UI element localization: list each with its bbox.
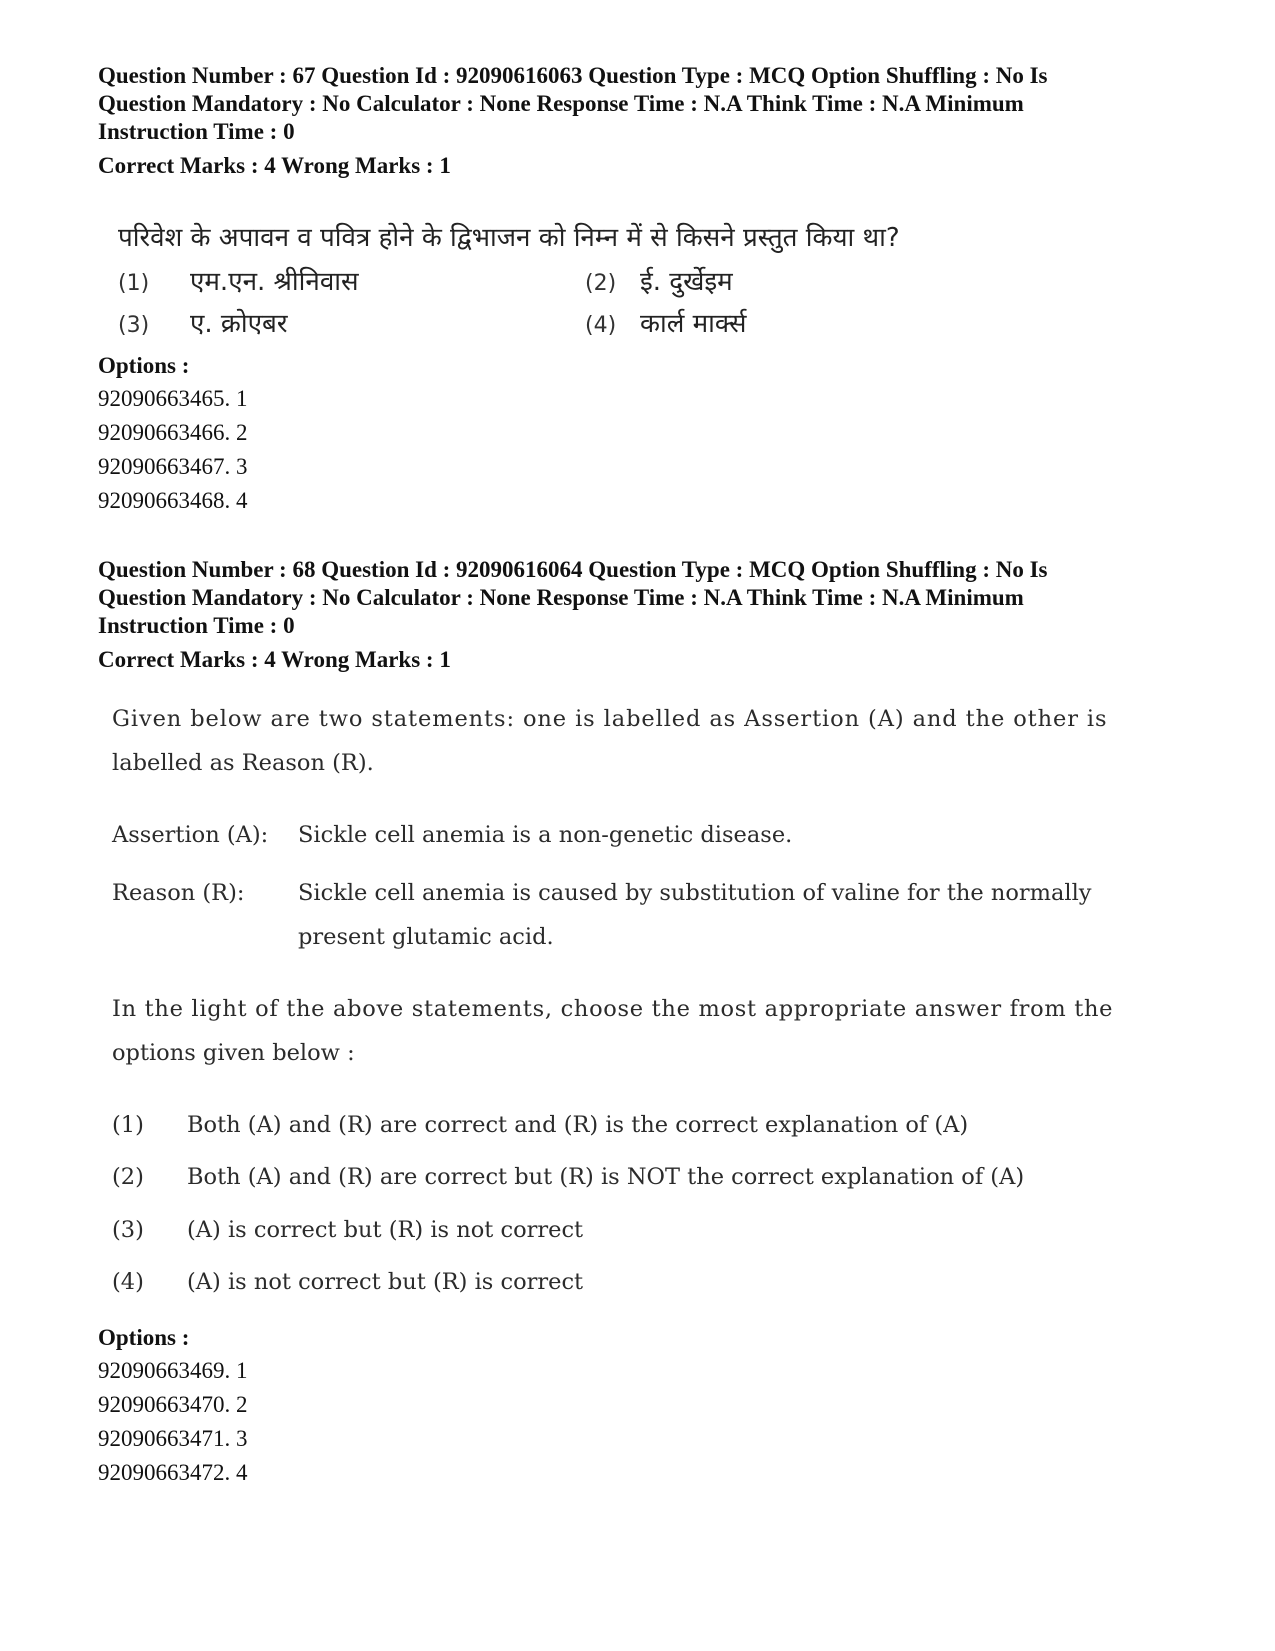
q67-header xyxy=(98,62,1198,180)
q67-question-text: परिवेश के अपावन व पवित्र होने के द्विभाजन को निम्न में से किसने प्रस्तुत किया था? xyxy=(118,223,900,253)
q68-assertion-label: Assertion (A): xyxy=(112,822,269,848)
q67-choice-4-text: कार्ल मार्क्स xyxy=(640,309,747,339)
q68-header xyxy=(98,556,1198,674)
q68-reason-line2: present glutamic acid. xyxy=(298,924,554,950)
q67-choice-4 xyxy=(585,304,746,340)
q68-marks: Correct Marks : 4 Wrong Marks : 1 xyxy=(98,647,451,672)
q68-choice-1-text: Both (A) and (R) are correct and (R) is the correct explanation of (A) xyxy=(187,1112,969,1138)
q67-options-label: Options : xyxy=(98,353,190,378)
q67-option-1: 92090663465. 1 xyxy=(98,386,248,411)
q68-choice-2-text: Both (A) and (R) are correct but (R) is NOT the correct explanation of (A) xyxy=(187,1164,1025,1190)
q67-choice-4-num: (4) xyxy=(585,313,617,338)
q68-intro-line2: labelled as Reason (R). xyxy=(112,750,374,776)
q67-choice-3-num: (3) xyxy=(118,313,150,338)
q68-intro-line1: Given below are two statements: one is labelled as Assertion (A) and the other is xyxy=(112,706,1108,732)
q68-choice-4-text: (A) is not correct but (R) is correct xyxy=(187,1269,584,1295)
q68-choice-3-text: (A) is correct but (R) is not correct xyxy=(187,1217,584,1243)
q68-option-4: 92090663472. 4 xyxy=(98,1460,248,1485)
q68-choice-3-num: (3) xyxy=(112,1217,144,1243)
q68-assertion-text: Sickle cell anemia is a non-genetic disease. xyxy=(298,822,793,848)
q67-choice-3-text: ए. क्रोएबर xyxy=(190,309,288,339)
q68-prompt-line2: options given below : xyxy=(112,1040,355,1066)
q67-marks: Correct Marks : 4 Wrong Marks : 1 xyxy=(98,153,451,178)
q68-option-3: 92090663471. 3 xyxy=(98,1426,248,1451)
q67-meta-line1: Question Number : 67 Question Id : 92090616063 Question Type : MCQ Option Shuffling : No Is xyxy=(98,63,1048,88)
q68-reason-line1: Sickle cell anemia is caused by substitution of valine for the normally xyxy=(298,880,1092,906)
q68-options xyxy=(98,1324,1198,1490)
q68-option-2: 92090663470. 2 xyxy=(98,1392,248,1417)
q67-choice-2 xyxy=(585,262,733,298)
q68-prompt-line1: In the light of the above statements, choose the most appropriate answer from the xyxy=(112,996,1114,1022)
q67-choice-3 xyxy=(118,304,287,340)
q68-choice-1-num: (1) xyxy=(112,1112,144,1138)
q68-options-label: Options : xyxy=(98,1325,190,1350)
q68-reason-label: Reason (R): xyxy=(112,880,245,906)
q67-choice-2-text: ई. दुर्खेइम xyxy=(640,267,733,297)
q68-meta-line3: Instruction Time : 0 xyxy=(98,613,295,638)
q67-options xyxy=(98,352,1198,518)
q68-meta-line2: Question Mandatory : No Calculator : None Response Time : N.A Think Time : N.A Minimum xyxy=(98,585,1024,610)
q67-choice-1-text: एम.एन. श्रीनिवास xyxy=(190,267,359,297)
q68-option-1: 92090663469. 1 xyxy=(98,1358,248,1383)
q67-option-2: 92090663466. 2 xyxy=(98,420,248,445)
q67-meta-line3: Instruction Time : 0 xyxy=(98,119,295,144)
q68-choice-2-num: (2) xyxy=(112,1164,144,1190)
q68-meta-line1: Question Number : 68 Question Id : 92090616064 Question Type : MCQ Option Shuffling : No Is xyxy=(98,557,1048,582)
q67-choice-1 xyxy=(118,262,359,298)
q67-option-4: 92090663468. 4 xyxy=(98,488,248,513)
q67-choice-2-num: (2) xyxy=(585,271,617,296)
q67-choice-1-num: (1) xyxy=(118,271,150,296)
q67-meta-line2: Question Mandatory : No Calculator : None Response Time : N.A Think Time : N.A Minimum xyxy=(98,91,1024,116)
q67-option-3: 92090663467. 3 xyxy=(98,454,248,479)
q68-choice-4-num: (4) xyxy=(112,1269,144,1295)
